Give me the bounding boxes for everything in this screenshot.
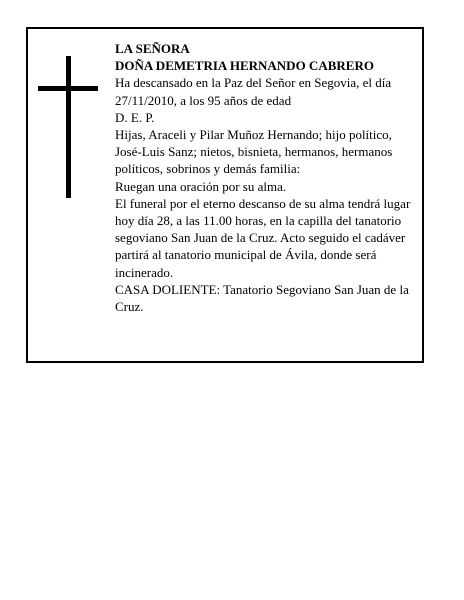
deceased-name: DOÑA DEMETRIA HERNANDO CABRERO — [115, 58, 374, 74]
family-list: Hijas, Araceli y Pilar Muñoz Hernando; hijo político, José-Luis Sanz; nietos, bisnieta, hermanos, hermanos políticos, sobrinos y demás familia: — [115, 127, 393, 177]
notice-text — [115, 40, 417, 315]
obituary-notice — [26, 27, 424, 363]
funeral-details: El funeral por el eterno descanso de su alma tendrá lugar hoy día 28, a las 11.00 horas, en la capilla del tanatorio segoviano San Juan de la Cruz. Acto seguido el cadáver partirá al tanatorio municipal de Ávila, donde será incinerado. — [115, 195, 411, 280]
rip: D. E. P. — [115, 109, 155, 125]
cross-horizontal-bar — [38, 86, 98, 91]
passing-statement: Ha descansado en la Paz del Señor en Segovia, el día 27/11/2010, a los 95 años de edad — [115, 75, 392, 108]
honorific: LA SEÑORA — [115, 41, 190, 56]
mourning-house: CASA DOLIENTE: Tanatorio Segoviano San Juan de la Cruz. — [115, 281, 409, 315]
cross-vertical-bar — [66, 56, 71, 198]
cross-icon — [38, 56, 98, 198]
prayer-request: Ruegan una oración por su alma. — [115, 178, 287, 194]
